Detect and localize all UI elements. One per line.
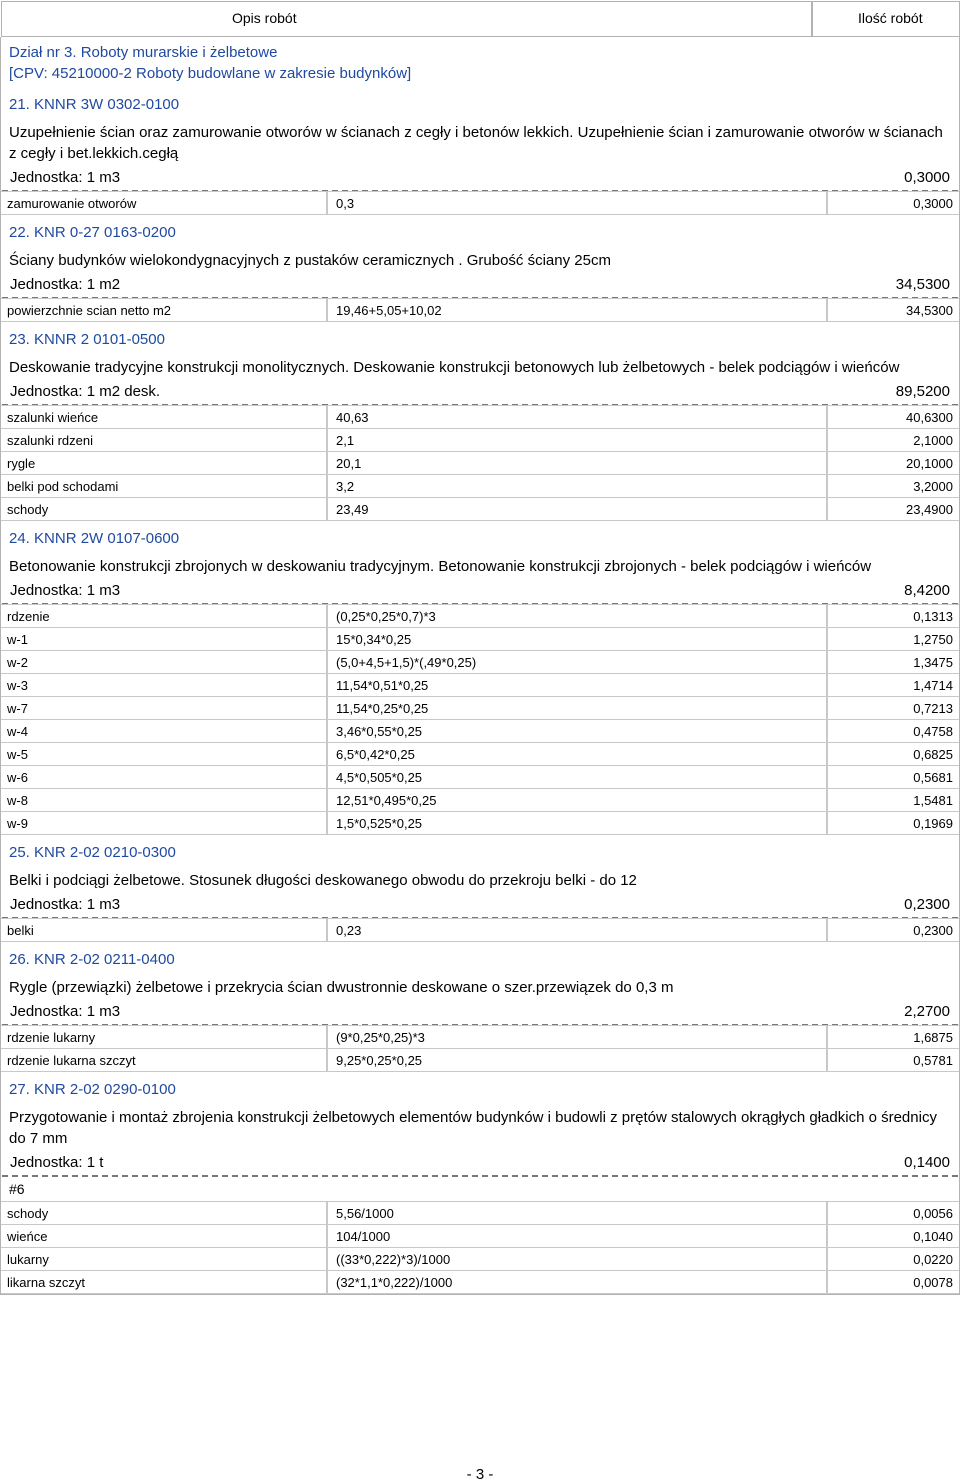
row-formula: 11,54*0,25*0,25 — [327, 696, 827, 720]
unit-line — [2, 271, 958, 299]
table-row — [1, 1248, 959, 1271]
row-formula: 104/1000 — [327, 1224, 827, 1248]
row-value: 2,1000 — [827, 428, 959, 452]
row-value: 23,4900 — [827, 497, 959, 521]
measurement-rows — [1, 299, 959, 322]
row-value: 0,1040 — [827, 1224, 959, 1248]
row-name: w-6 — [1, 765, 327, 789]
table-row — [1, 299, 959, 322]
unit-line — [2, 577, 958, 605]
row-name: w-7 — [1, 696, 327, 720]
measurement-rows — [1, 1026, 959, 1072]
work-item — [1, 215, 959, 322]
header-description-label: Opis robót — [232, 10, 297, 26]
row-value: 1,2750 — [827, 627, 959, 651]
unit-total: 0,3000 — [904, 169, 950, 186]
row-name: w-1 — [1, 627, 327, 651]
measurement-rows — [1, 192, 959, 215]
row-value: 1,3475 — [827, 650, 959, 674]
row-formula: 11,54*0,51*0,25 — [327, 673, 827, 697]
row-formula: 3,2 — [327, 474, 827, 498]
unit-label: Jednostka: 1 m3 — [10, 896, 121, 913]
row-formula: 1,5*0,525*0,25 — [327, 811, 827, 835]
table-row — [1, 1202, 959, 1225]
item-note: #6 — [9, 1181, 25, 1197]
measurement-rows — [1, 919, 959, 942]
unit-line — [2, 891, 958, 919]
row-formula: 19,46+5,05+10,02 — [327, 298, 827, 322]
row-value: 1,4714 — [827, 673, 959, 697]
row-name: belki — [1, 918, 327, 942]
table-row — [1, 406, 959, 429]
row-value: 1,5481 — [827, 788, 959, 812]
unit-line — [2, 164, 958, 192]
row-value: 0,6825 — [827, 742, 959, 766]
unit-line — [2, 378, 958, 406]
row-formula: 40,63 — [327, 405, 827, 429]
unit-total: 0,2300 — [904, 896, 950, 913]
table-row — [1, 720, 959, 743]
header-quantity-label: Ilość robót — [858, 10, 923, 26]
row-formula: 5,56/1000 — [327, 1201, 827, 1225]
item-title: 22. KNR 0-27 0163-0200 — [9, 224, 176, 241]
item-title: 25. KNR 2-02 0210-0300 — [9, 844, 176, 861]
row-name: rygle — [1, 451, 327, 475]
table-row — [1, 919, 959, 942]
row-value: 0,5681 — [827, 765, 959, 789]
work-item — [1, 835, 959, 942]
unit-line — [2, 1149, 958, 1177]
row-name: rdzenie lukarna szczyt — [1, 1048, 327, 1072]
table-row — [1, 498, 959, 521]
unit-label: Jednostka: 1 m3 — [10, 169, 121, 186]
table-row — [1, 429, 959, 452]
work-item — [1, 942, 959, 1072]
row-value: 1,6875 — [827, 1025, 959, 1049]
unit-label: Jednostka: 1 t — [10, 1154, 104, 1171]
row-name: rdzenie — [1, 604, 327, 628]
table-row — [1, 1225, 959, 1248]
row-value: 20,1000 — [827, 451, 959, 475]
table-row — [1, 812, 959, 835]
row-value: 40,6300 — [827, 405, 959, 429]
item-description: Rygle (przewiązki) żelbetowe i przekrycia ścian dwustronnie deskowane o szer.przewiązek do 0,3 m — [9, 979, 674, 996]
table-row — [1, 192, 959, 215]
works-table — [0, 37, 960, 1295]
row-name: wieńce — [1, 1224, 327, 1248]
unit-label: Jednostka: 1 m2 — [10, 276, 121, 293]
item-description: Betonowanie konstrukcji zbrojonych w deskowaniu tradycyjnym. Betonowanie konstrukcji zbrojonych - belek podciągów i wieńców — [9, 558, 872, 575]
row-formula: (32*1,1*0,222)/1000 — [327, 1270, 827, 1294]
row-formula: (9*0,25*0,25)*3 — [327, 1025, 827, 1049]
row-value: 0,0056 — [827, 1201, 959, 1225]
work-item — [1, 521, 959, 835]
measurement-rows — [1, 406, 959, 521]
row-value: 0,5781 — [827, 1048, 959, 1072]
table-row — [1, 766, 959, 789]
table-row — [1, 743, 959, 766]
row-name: szalunki rdzeni — [1, 428, 327, 452]
row-formula: (5,0+4,5+1,5)*(,49*0,25) — [327, 650, 827, 674]
row-value: 0,4758 — [827, 719, 959, 743]
division-title: Dział nr 3. Roboty murarskie i żelbetowe — [9, 44, 278, 61]
unit-total: 2,2700 — [904, 1003, 950, 1020]
row-name: powierzchnie scian netto m2 — [1, 298, 327, 322]
table-row — [1, 475, 959, 498]
table-row — [1, 789, 959, 812]
row-name: w-4 — [1, 719, 327, 743]
measurement-rows — [1, 605, 959, 835]
item-description: Uzupełnienie ścian oraz zamurowanie otworów w ścianach z cegły i betonów lekkich. Uzupełnienie ścian i zamurowanie otworów w ścianach z cegły i bet.lekkich.cegłą — [9, 124, 943, 162]
row-name: lukarny — [1, 1247, 327, 1271]
row-name: belki pod schodami — [1, 474, 327, 498]
row-name: zamurowanie otworów — [1, 191, 327, 215]
unit-label: Jednostka: 1 m3 — [10, 1003, 121, 1020]
item-description: Deskowanie tradycyjne konstrukcji monolitycznych. Deskowanie konstrukcji betonowych lub żelbetowych - belek podciągów i wieńców — [9, 359, 900, 376]
item-title: 21. KNNR 3W 0302-0100 — [9, 96, 180, 113]
row-formula: ((33*0,222)*3)/1000 — [327, 1247, 827, 1271]
table-row — [1, 628, 959, 651]
work-item — [1, 1072, 959, 1294]
division-heading — [1, 37, 959, 87]
unit-total: 89,5200 — [895, 383, 950, 400]
row-name: schody — [1, 1201, 327, 1225]
row-formula: 23,49 — [327, 497, 827, 521]
row-name: schody — [1, 497, 327, 521]
row-value: 0,7213 — [827, 696, 959, 720]
item-description: Przygotowanie i montaż zbrojenia konstrukcji żelbetowych elementów budynków i budowli z prętów stalowych okrągłych gładkich o średnicy do 7 mm — [9, 1109, 937, 1147]
row-name: w-8 — [1, 788, 327, 812]
table-header — [0, 0, 960, 36]
unit-total: 0,1400 — [904, 1154, 950, 1171]
row-name: w-9 — [1, 811, 327, 835]
row-value: 0,1969 — [827, 811, 959, 835]
row-value: 0,1313 — [827, 604, 959, 628]
row-formula: 0,3 — [327, 191, 827, 215]
row-formula: 20,1 — [327, 451, 827, 475]
row-value: 0,0220 — [827, 1247, 959, 1271]
row-value: 0,0078 — [827, 1270, 959, 1294]
row-formula: 12,51*0,495*0,25 — [327, 788, 827, 812]
item-title: 26. KNR 2-02 0211-0400 — [9, 951, 175, 968]
unit-label: Jednostka: 1 m2 desk. — [10, 383, 161, 400]
page-number: - 3 - — [466, 1466, 494, 1483]
table-row — [1, 1271, 959, 1294]
row-name: w-3 — [1, 673, 327, 697]
row-name: w-5 — [1, 742, 327, 766]
row-formula: 9,25*0,25*0,25 — [327, 1048, 827, 1072]
unit-total: 34,5300 — [895, 276, 950, 293]
division-cpv: [CPV: 45210000-2 Roboty budowlane w zakresie budynków] — [9, 65, 412, 82]
item-title: 23. KNNR 2 0101-0500 — [9, 331, 165, 348]
table-row — [1, 651, 959, 674]
row-value: 3,2000 — [827, 474, 959, 498]
unit-total: 8,4200 — [904, 582, 950, 599]
row-formula: (0,25*0,25*0,7)*3 — [327, 604, 827, 628]
work-item — [1, 87, 959, 215]
row-formula: 6,5*0,42*0,25 — [327, 742, 827, 766]
row-formula: 15*0,34*0,25 — [327, 627, 827, 651]
work-item — [1, 322, 959, 521]
table-row — [1, 1026, 959, 1049]
item-title: 24. KNNR 2W 0107-0600 — [9, 530, 180, 547]
row-formula: 0,23 — [327, 918, 827, 942]
row-name: rdzenie lukarny — [1, 1025, 327, 1049]
row-name: w-2 — [1, 650, 327, 674]
table-row — [1, 605, 959, 628]
table-row — [1, 697, 959, 720]
row-name: szalunki wieńce — [1, 405, 327, 429]
table-row — [1, 674, 959, 697]
row-formula: 3,46*0,55*0,25 — [327, 719, 827, 743]
row-value: 34,5300 — [827, 298, 959, 322]
table-row — [1, 1049, 959, 1072]
row-formula: 2,1 — [327, 428, 827, 452]
item-title: 27. KNR 2-02 0290-0100 — [9, 1081, 176, 1098]
row-value: 0,2300 — [827, 918, 959, 942]
row-formula: 4,5*0,505*0,25 — [327, 765, 827, 789]
item-description: Belki i podciągi żelbetowe. Stosunek długości deskowanego obwodu do przekroju belki - do 12 — [9, 872, 637, 889]
header-cell-description — [1, 1, 812, 37]
measurement-rows — [1, 1201, 959, 1294]
item-description: Ściany budynków wielokondygnacyjnych z pustaków ceramicznych . Grubość ściany 25cm — [9, 252, 611, 269]
unit-line — [2, 998, 958, 1026]
items-list — [1, 87, 959, 1294]
unit-label: Jednostka: 1 m3 — [10, 582, 121, 599]
table-row — [1, 452, 959, 475]
row-value: 0,3000 — [827, 191, 959, 215]
row-name: likarna szczyt — [1, 1270, 327, 1294]
